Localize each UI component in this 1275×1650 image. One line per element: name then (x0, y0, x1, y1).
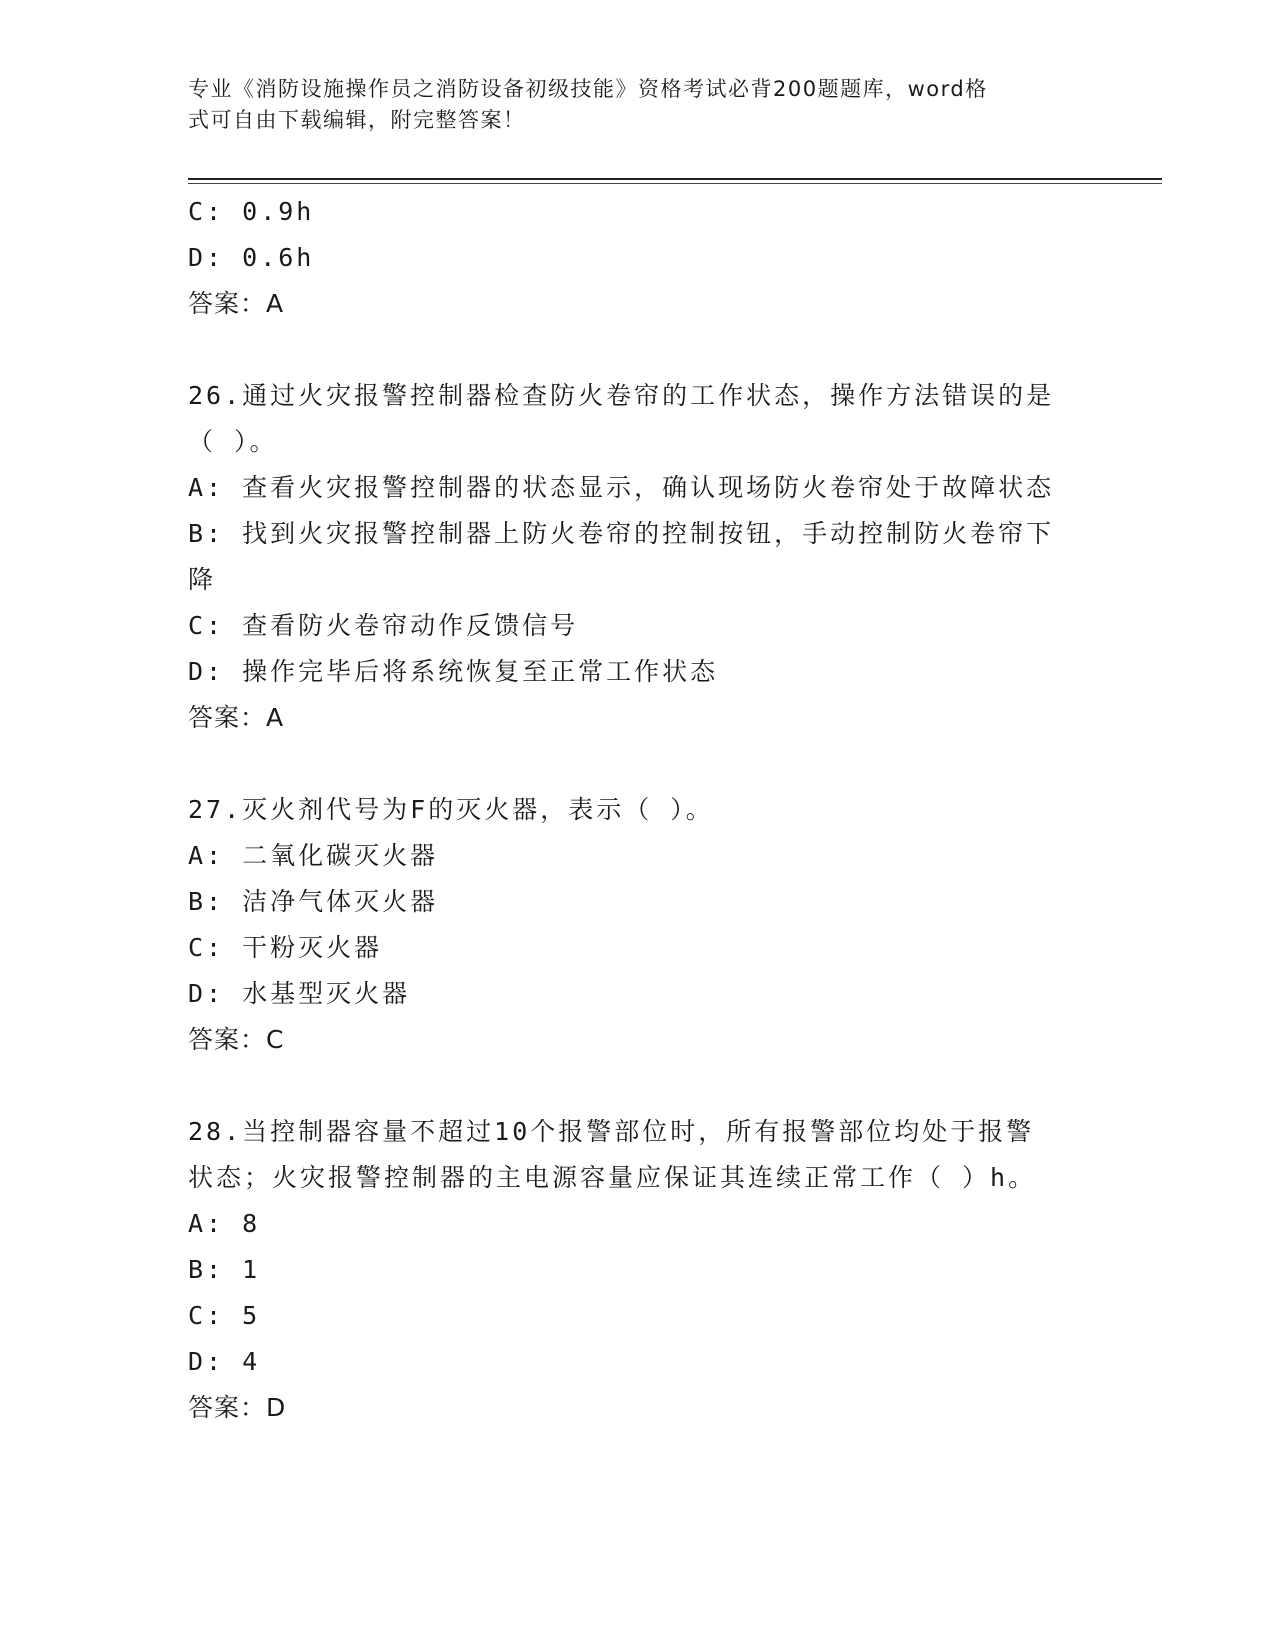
option-c: C: 5 (188, 1301, 261, 1330)
question-28 (188, 1109, 1088, 1431)
question-stem: 27.灭火剂代号为F的灭火器，表示（ ）。 (188, 795, 714, 824)
option-d: D: 4 (188, 1347, 261, 1376)
spacer (188, 327, 1088, 373)
option-d: D: 0.6h (188, 243, 315, 272)
answer-line: 答案：A (188, 703, 285, 732)
option-a: A: 二氧化碳灭火器 (188, 841, 439, 870)
spacer (188, 1063, 1088, 1109)
option-c: C: 查看防火卷帘动作反馈信号 (188, 611, 579, 640)
option-d: D: 水基型灭火器 (188, 979, 411, 1008)
header-divider (188, 178, 1162, 180)
question-25 (188, 189, 1088, 327)
header-title-line1: 专业《消防设施操作员之消防设备初级技能》资格考试必背200题题库，word格 (188, 77, 988, 101)
option-d: D: 操作完毕后将系统恢复至正常工作状态 (188, 657, 719, 686)
document-header (188, 74, 1068, 136)
answer-line: 答案：C (188, 1025, 285, 1054)
option-a: A: 查看火灾报警控制器的状态显示，确认现场防火卷帘处于故障状态 (188, 473, 1055, 502)
question-stem-continued: 状态；火灾报警控制器的主电源容量应保证其连续正常工作（ ）h。 (188, 1163, 1037, 1192)
header-divider-thin (188, 183, 1162, 184)
question-stem: 26.通过火灾报警控制器检查防火卷帘的工作状态，操作方法错误的是 (188, 381, 1055, 410)
spacer (188, 741, 1088, 787)
option-a: A: 8 (188, 1209, 261, 1238)
header-title-line2: 式可自由下载编辑，附完整答案！ (188, 108, 526, 132)
option-c: C: 干粉灭火器 (188, 933, 383, 962)
option-c: C: 0.9h (188, 197, 315, 226)
question-stem: 28.当控制器容量不超过10个报警部位时，所有报警部位均处于报警 (188, 1117, 1035, 1146)
answer-line: 答案：A (188, 289, 285, 318)
question-stem-continued: （ ）。 (188, 427, 278, 456)
question-27 (188, 787, 1088, 1063)
question-list (188, 189, 1088, 1431)
question-26 (188, 373, 1088, 741)
answer-line: 答案：D (188, 1393, 287, 1422)
option-b: B: 洁净气体灭火器 (188, 887, 439, 916)
option-b: B: 1 (188, 1255, 261, 1284)
option-b-continued: 降 (188, 565, 217, 594)
option-b: B: 找到火灾报警控制器上防火卷帘的控制按钮，手动控制防火卷帘下 (188, 519, 1055, 548)
